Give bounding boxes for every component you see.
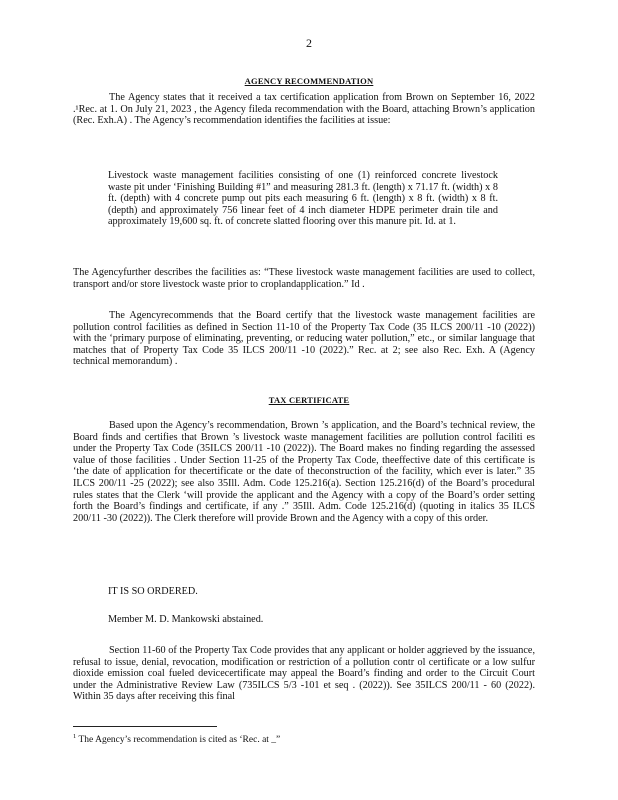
footnote-text: The Agency’s recommendation is cited as ‘Rec. at _” [78, 735, 281, 746]
it-is-so-ordered: IT IS SO ORDERED. [108, 586, 198, 597]
tax-certificate-heading: TAX CERTIFICATE [268, 395, 350, 405]
agency-recommendation-heading: AGENCY RECOMMENDATION [244, 76, 374, 86]
footnote-separator [73, 726, 217, 727]
member-abstained: Member M. D. Mankowski abstained. [108, 614, 264, 625]
paragraph-application: The Agency states that it received a tax certification application from Brown on September 16, 2022 .¹Rec. at 1. On July 21, 2023 , the Agency fileda recommendation with the Board, attaching Brown’s application (Rec. Exh.A) . The Agency’s recommendation identifies the facilities at issue: [73, 92, 535, 127]
page-number: 2 [306, 36, 312, 50]
paragraph-agency-describes: The Agencyfurther describes the facilities as: “These livestock waste management facilities are used to collect, transport and/or store livestock waste prior to croplandapplication.” Id . [73, 267, 535, 290]
paragraph-appeal-rights: Section 11-60 of the Property Tax Code provides that any applicant or holder aggrieved by the issuance, refusal to issue, denial, revocation, modification or restriction of a pollution contr ol certificate or a low sulfur dioxide emission coal fueled devicecertificate may appeal the Board’s finding and order to the Circuit Court under the Administrative Review Law (735ILCS 5/3 -101 et seq . (2022)). See 35ILCS 200/11 - 60 (2022). Within 35 days after receiving this final [73, 645, 535, 703]
footnote [73, 733, 280, 745]
paragraph-agency-recommends: The Agencyrecommends that the Board certify that the livestock waste management facilities are pollution control facilities as defined in Section 11-10 of the Property Tax Code (35 ILCS 200/11 -10 (2022)) with the ‘primary purpose of eliminating, preventing, or reducing water pollution,” etc., or similar language that matches that of Property Tax Code 35 ILCS 200/11 -10 (2022).” Rec. at 2; see also Rec. Exh. A (Agency technical memorandum) . [73, 310, 535, 368]
footnote-marker: 1 [73, 733, 77, 740]
paragraph-board-findings: Based upon the Agency’s recommendation, Brown ’s application, and the Board’s technical review, the Board finds and certifies that Brown ’s livestock waste management facilities are pollution control faciliti es under the Property Tax Code (35ILCS 200/11 -10 (2022)). The Board makes no finding regarding the assessed value of those facilities . Under Section 11-25 of the Property Tax Code, theeffective date of this certificate is ‘the date of application for thecertificate or the date of theconstruction of the facility, which ever is later.” 35 ILCS 200/11 -25 (2022); see also 35Ill. Adm. Code 125.216(a). Section 125.216(d) of the Board’s procedural rules states that the Clerk ‘will provide the applicant and the Agency with a copy of the Board’s order setting forth the Board’s findings and certificate, if any .” 35Ill. Adm. Code 125.216(d) (quoting in italics 35 ILCS 200/11 -30 (2022)). The Clerk therefore will provide Brown and the Agency with a copy of this order. [73, 420, 535, 524]
facility-description-quote: Livestock waste management facilities consisting of one (1) reinforced concrete livestock waste pit under ‘Finishing Building #1” and measuring 281.3 ft. (length) x 71.17 ft. (width) x 8 ft. (depth) with 4 concrete pump out pits each measuring 6 ft. (length) x 8 ft. (width) x 8 ft. (depth) and approximately 756 linear feet of 4 inch diameter HDPE perimeter drain tile and approximately 19,600 sq. ft. of concrete slatted flooring over this manure pit. Id. at 1. [108, 170, 498, 228]
